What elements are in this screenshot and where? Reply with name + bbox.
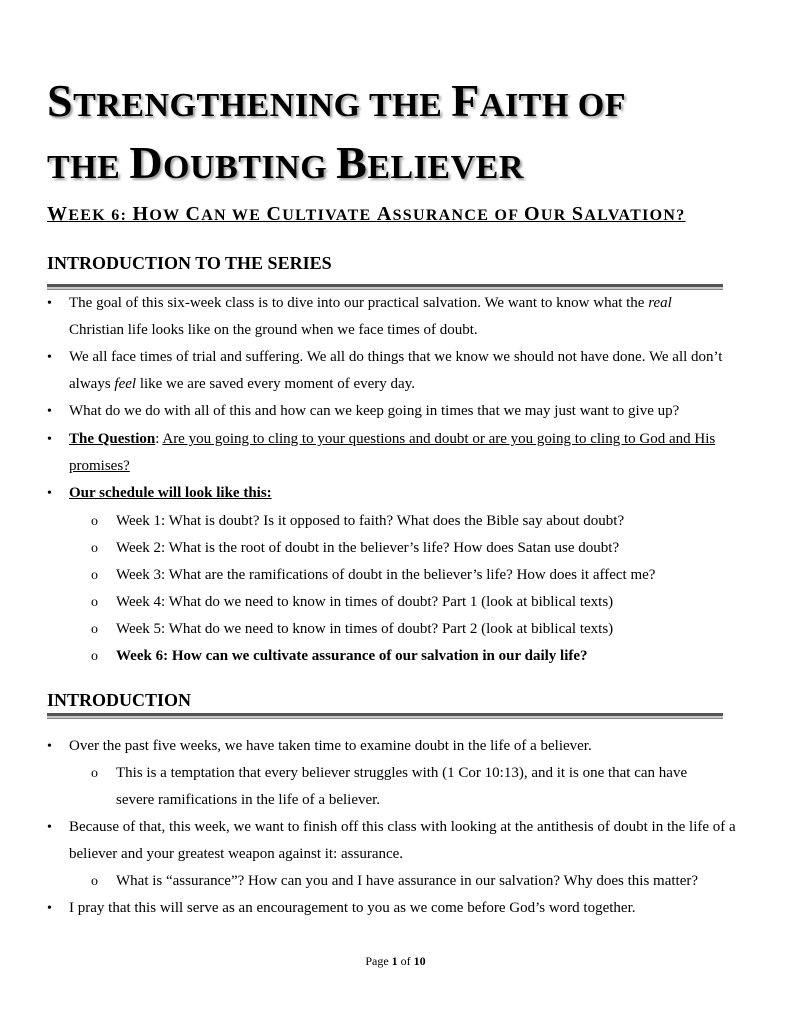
bullet-icon: • (47, 739, 52, 754)
bullet-icon: • (47, 404, 52, 419)
sub-bullet-icon: o (91, 568, 98, 583)
bullet-icon: • (47, 432, 52, 447)
page-footer: Page 1 of 10 (365, 954, 426, 968)
introduction-heading-rule (47, 713, 723, 718)
series-heading: INTRODUCTION TO THE SERIES (47, 253, 332, 273)
document-title (47, 72, 767, 196)
sub-bullet-icon: o (91, 595, 98, 610)
sub-bullet-icon: o (91, 514, 98, 529)
sub-bullet-icon: o (91, 541, 98, 556)
title-line-1: STRENGTHENING THE FAITH OF (47, 75, 627, 126)
introduction-heading: INTRODUCTION (47, 690, 192, 710)
sub-bullet-icon: o (91, 649, 98, 664)
bullet-icon: • (47, 486, 52, 501)
sub-bullet-icon: o (91, 622, 98, 637)
bullet-icon: • (47, 901, 52, 916)
series-heading-rule (47, 284, 723, 289)
week-subtitle: WEEK 6: HOW CAN WE CULTIVATE ASSURANCE OF OUR SALVATION? (47, 203, 686, 225)
bullet-icon: • (47, 296, 52, 311)
document-page: STRENGTHENING THE FAITH OF THE DOUBTING BELIEVER WEEK 6: HOW CAN WE CULTIVATE ASSURANCE OF OUR SALVATION? INTRODUCTION TO THE SERIES • The goal of this six-week class is to dive into our practical salvation. We want to know what the real Christian life looks like on the ground when we face times of doubt. • We all face times of trial and suffering. We all do things that we know we should not have done. We all don’t always feel like we are saved every moment of every day. • What do we do with all of this and how can we keep going in times that we may just want to give up? • The Question: Are you going to cling to your questions and doubt or are you going to cling to God and His promises? • Our schedule will look like this: o Week 1: What is doubt? Is it opposed to faith? What does the Bible say about doubt? o Week 2: What is the root of doubt in the believer’s life? How does Satan use doubt? o Week 3: What are the ramifications of doubt in the believer’s life? How does it affect me? o Week 4: What do we need to know in times of doubt? Part 1 (look at biblical texts) o Week 5: What do we need to know in times of doubt? Part 2 (look at biblical texts) o Week 6: How can we cultivate assurance of our salvation in our daily life? INTRODUCTION • Over the past five weeks, we have taken time to examine doubt in the life of a believer. o This is a temptation that every believer struggles with (1 Cor 10:13), and it is one that can have severe ramifications in the life of a believer. • Because of that, this week, we want to finish off this class with looking at the antithesis of doubt in the life of a believer and your greatest weapon against it: assurance. o What is “assurance”? How can you and I have assurance in our salvation? Why does this matter? • I pray that this will serve as an encouragement to you as we come before God’s word together. Page 1 of 10 (0, 0, 791, 1024)
sub-bullet-icon: o (91, 874, 98, 889)
bullet-icon: • (47, 820, 52, 835)
title-line-2: THE DOUBTING BELIEVER (47, 137, 524, 188)
bullet-icon: • (47, 350, 52, 365)
sub-bullet-icon: o (91, 766, 98, 781)
